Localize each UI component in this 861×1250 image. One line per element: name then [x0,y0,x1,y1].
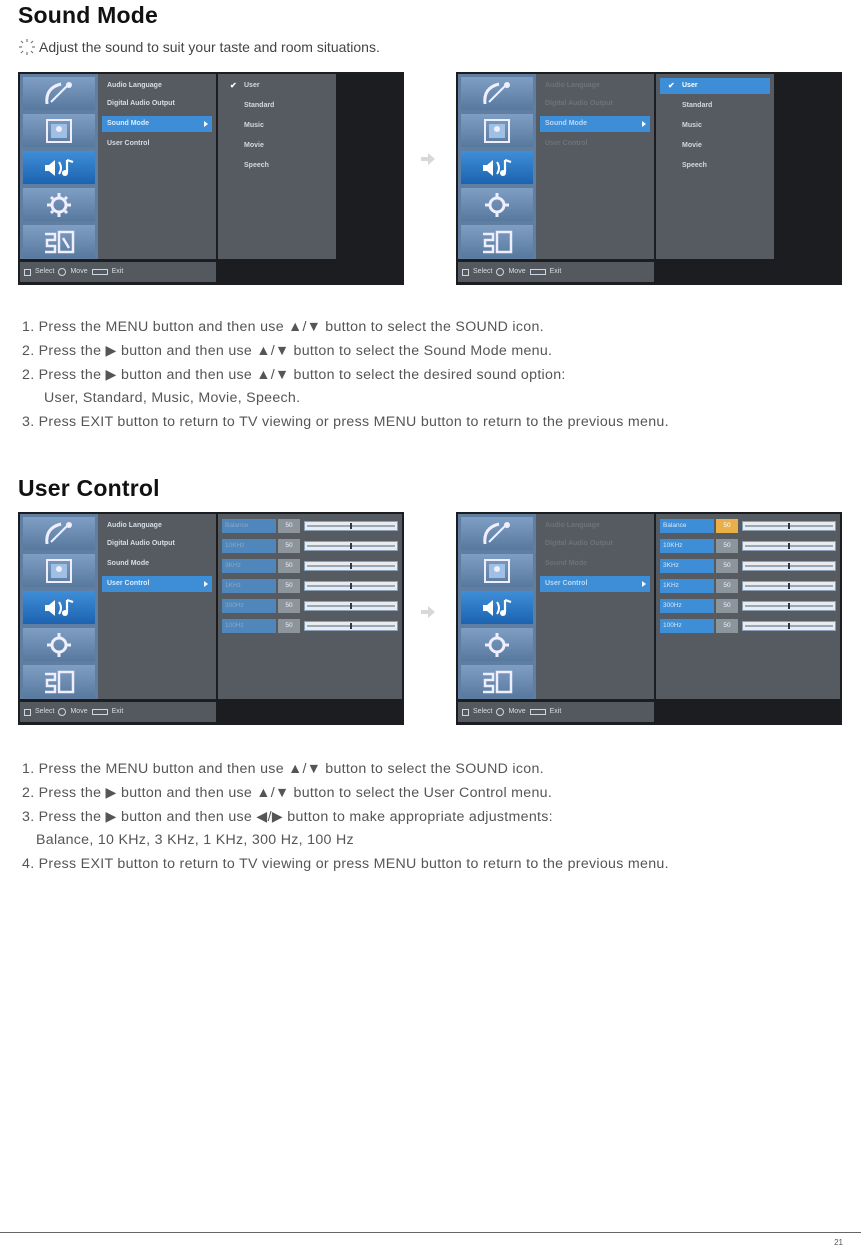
exit-key-icon [530,269,546,275]
satellite-dish-icon [23,77,95,110]
option-speech: Speech [244,162,269,169]
slider-10khz: 10KHz 50 [220,538,400,554]
slider-knob [788,583,790,589]
checkmark-icon: ✔ [668,81,675,90]
tv-menu-screenshot-user-control-left [18,512,404,725]
picture-icon [23,554,95,587]
menu-icon-column [458,74,536,259]
slider-knob [350,583,352,589]
slider-1khz: 1KHz 50 [658,578,838,594]
menu-icon-column [20,514,98,699]
slider-knob [350,543,352,549]
slider-balance: Balance 50 [220,518,400,534]
step-line: 3. Press EXIT button to return to TV viewing or press MENU button to return to the previous menu. [22,414,669,431]
timer-icon [23,665,95,698]
step-line: 1. Press the MENU button and then use ▲/▼ button to select the SOUND icon. [22,761,544,777]
slider-3khz: 3KHz 50 [220,558,400,574]
slider-knob [788,623,790,629]
slider-3khz: 3KHz 50 [658,558,838,574]
step-line: Balance, 10 KHz, 3 KHz, 1 KHz, 300 Hz, 100 Hz [36,832,354,849]
sun-icon [18,38,36,56]
step-line: 2. Press the ▶ button and then use ▲/▼ button to select the Sound Mode menu. [22,342,553,359]
move-key-icon [58,708,66,716]
slider-knob [788,523,790,529]
option-standard: Standard [244,102,275,109]
gear-icon [23,628,95,661]
exit-key-icon [530,709,546,715]
step-line: 1. Press the MENU button and then use ▲/▼ button to select the SOUND icon. [22,319,544,335]
slider-knob [350,563,352,569]
slider-1khz: 1KHz 50 [220,578,400,594]
speaker-note-icon [461,151,533,184]
checkmark-icon: ✔ [230,81,237,90]
tv-menu-screenshot-user-control-right [456,512,842,725]
option-speech: Speech [682,162,707,169]
menu-item-sound-mode: Sound Mode [545,560,587,567]
gear-icon [461,628,533,661]
option-user: ✔ User [222,78,332,94]
sound-mode-options [656,74,774,259]
speaker-note-icon [23,591,95,624]
user-control-sliders [218,514,402,699]
menu-item-digital-audio-output: Digital Audio Output [107,540,175,547]
gear-icon [461,188,533,221]
sound-mode-steps [22,316,669,435]
timer-icon [23,225,95,258]
satellite-dish-icon [23,517,95,550]
user-control-sliders [656,514,840,699]
step-line: User, Standard, Music, Movie, Speech. [44,390,301,407]
slider-300hz: 300Hz 50 [220,598,400,614]
sound-menu-list [98,514,216,699]
select-key-icon [24,709,31,716]
picture-icon [461,554,533,587]
menu-item-sound-mode: Sound Mode [107,560,149,567]
section-title-user-control: User Control [18,475,160,501]
menu-icon-column [20,74,98,259]
step-line: 4. Press EXIT button to return to TV viewing or press MENU button to return to the previous menu. [22,856,669,873]
menu-help-bar: Select Move Exit [20,262,216,282]
slider-100hz: 100Hz 50 [220,618,400,634]
option-movie: Movie [682,142,702,149]
option-music: Music [244,122,264,129]
slider-100hz: 100Hz 50 [658,618,838,634]
menu-icon-column [458,514,536,699]
slider-knob [350,623,352,629]
slider-knob [350,523,352,529]
timer-icon [461,665,533,698]
menu-item-audio-language: Audio Language [107,522,162,529]
slider-knob [788,603,790,609]
tv-menu-screenshot-sound-mode-right [456,72,842,285]
slider-10khz: 10KHz 50 [658,538,838,554]
section-title-sound-mode: Sound Mode [18,2,158,28]
satellite-dish-icon [461,517,533,550]
select-key-icon [462,709,469,716]
slider-knob [788,563,790,569]
picture-icon [23,114,95,147]
menu-item-digital-audio-output: Digital Audio Output [545,100,613,107]
speaker-note-icon [23,151,95,184]
gear-icon [23,188,95,221]
menu-help-bar: Select Move Exit [458,262,654,282]
move-key-icon [496,708,504,716]
arrow-right-icon [421,606,435,618]
menu-item-sound-mode: Sound Mode [102,116,212,132]
timer-icon [461,225,533,258]
sound-menu-list [98,74,216,259]
menu-item-audio-language: Audio Language [107,82,162,89]
picture-icon [461,114,533,147]
option-movie: Movie [244,142,264,149]
move-key-icon [58,268,66,276]
section-subtitle [18,38,380,56]
menu-item-user-control: User Control [545,140,588,147]
menu-item-audio-language: Audio Language [545,522,600,529]
menu-item-user-control: User Control [107,140,150,147]
menu-item-audio-language: Audio Language [545,82,600,89]
speaker-note-icon [461,591,533,624]
sound-mode-options [218,74,336,259]
tv-menu-screenshot-sound-mode-left [18,72,404,285]
satellite-dish-icon [461,77,533,110]
menu-help-bar: Select Move Exit [20,702,216,722]
slider-knob [788,543,790,549]
select-key-icon [24,269,31,276]
menu-item-sound-mode: Sound Mode [540,116,650,132]
user-control-steps [22,758,669,877]
arrow-right-icon [421,153,435,165]
slider-balance: Balance 50 [658,518,838,534]
option-user: ✔ User [660,78,770,94]
menu-item-user-control: User Control [540,576,650,592]
slider-300hz: 300Hz 50 [658,598,838,614]
menu-help-bar: Select Move Exit [458,702,654,722]
menu-item-digital-audio-output: Digital Audio Output [107,100,175,107]
sound-menu-list [536,514,654,699]
step-line: 2. Press the ▶ button and then use ▲/▼ button to select the User Control menu. [22,784,553,801]
exit-key-icon [92,269,108,275]
page-number: 21 [834,1238,843,1247]
step-line: 2. Press the ▶ button and then use ▲/▼ button to select the desired sound option: [22,366,566,383]
move-key-icon [496,268,504,276]
subtitle-text: Adjust the sound to suit your taste and room situations. [39,39,380,55]
menu-item-digital-audio-output: Digital Audio Output [545,540,613,547]
option-music: Music [682,122,702,129]
menu-item-user-control: User Control [102,576,212,592]
sound-menu-list [536,74,654,259]
footer-divider [0,1232,861,1233]
slider-knob [350,603,352,609]
step-line: 3. Press the ▶ button and then use ◀/▶ button to make appropriate adjustments: [22,808,553,825]
exit-key-icon [92,709,108,715]
option-standard: Standard [682,102,713,109]
select-key-icon [462,269,469,276]
